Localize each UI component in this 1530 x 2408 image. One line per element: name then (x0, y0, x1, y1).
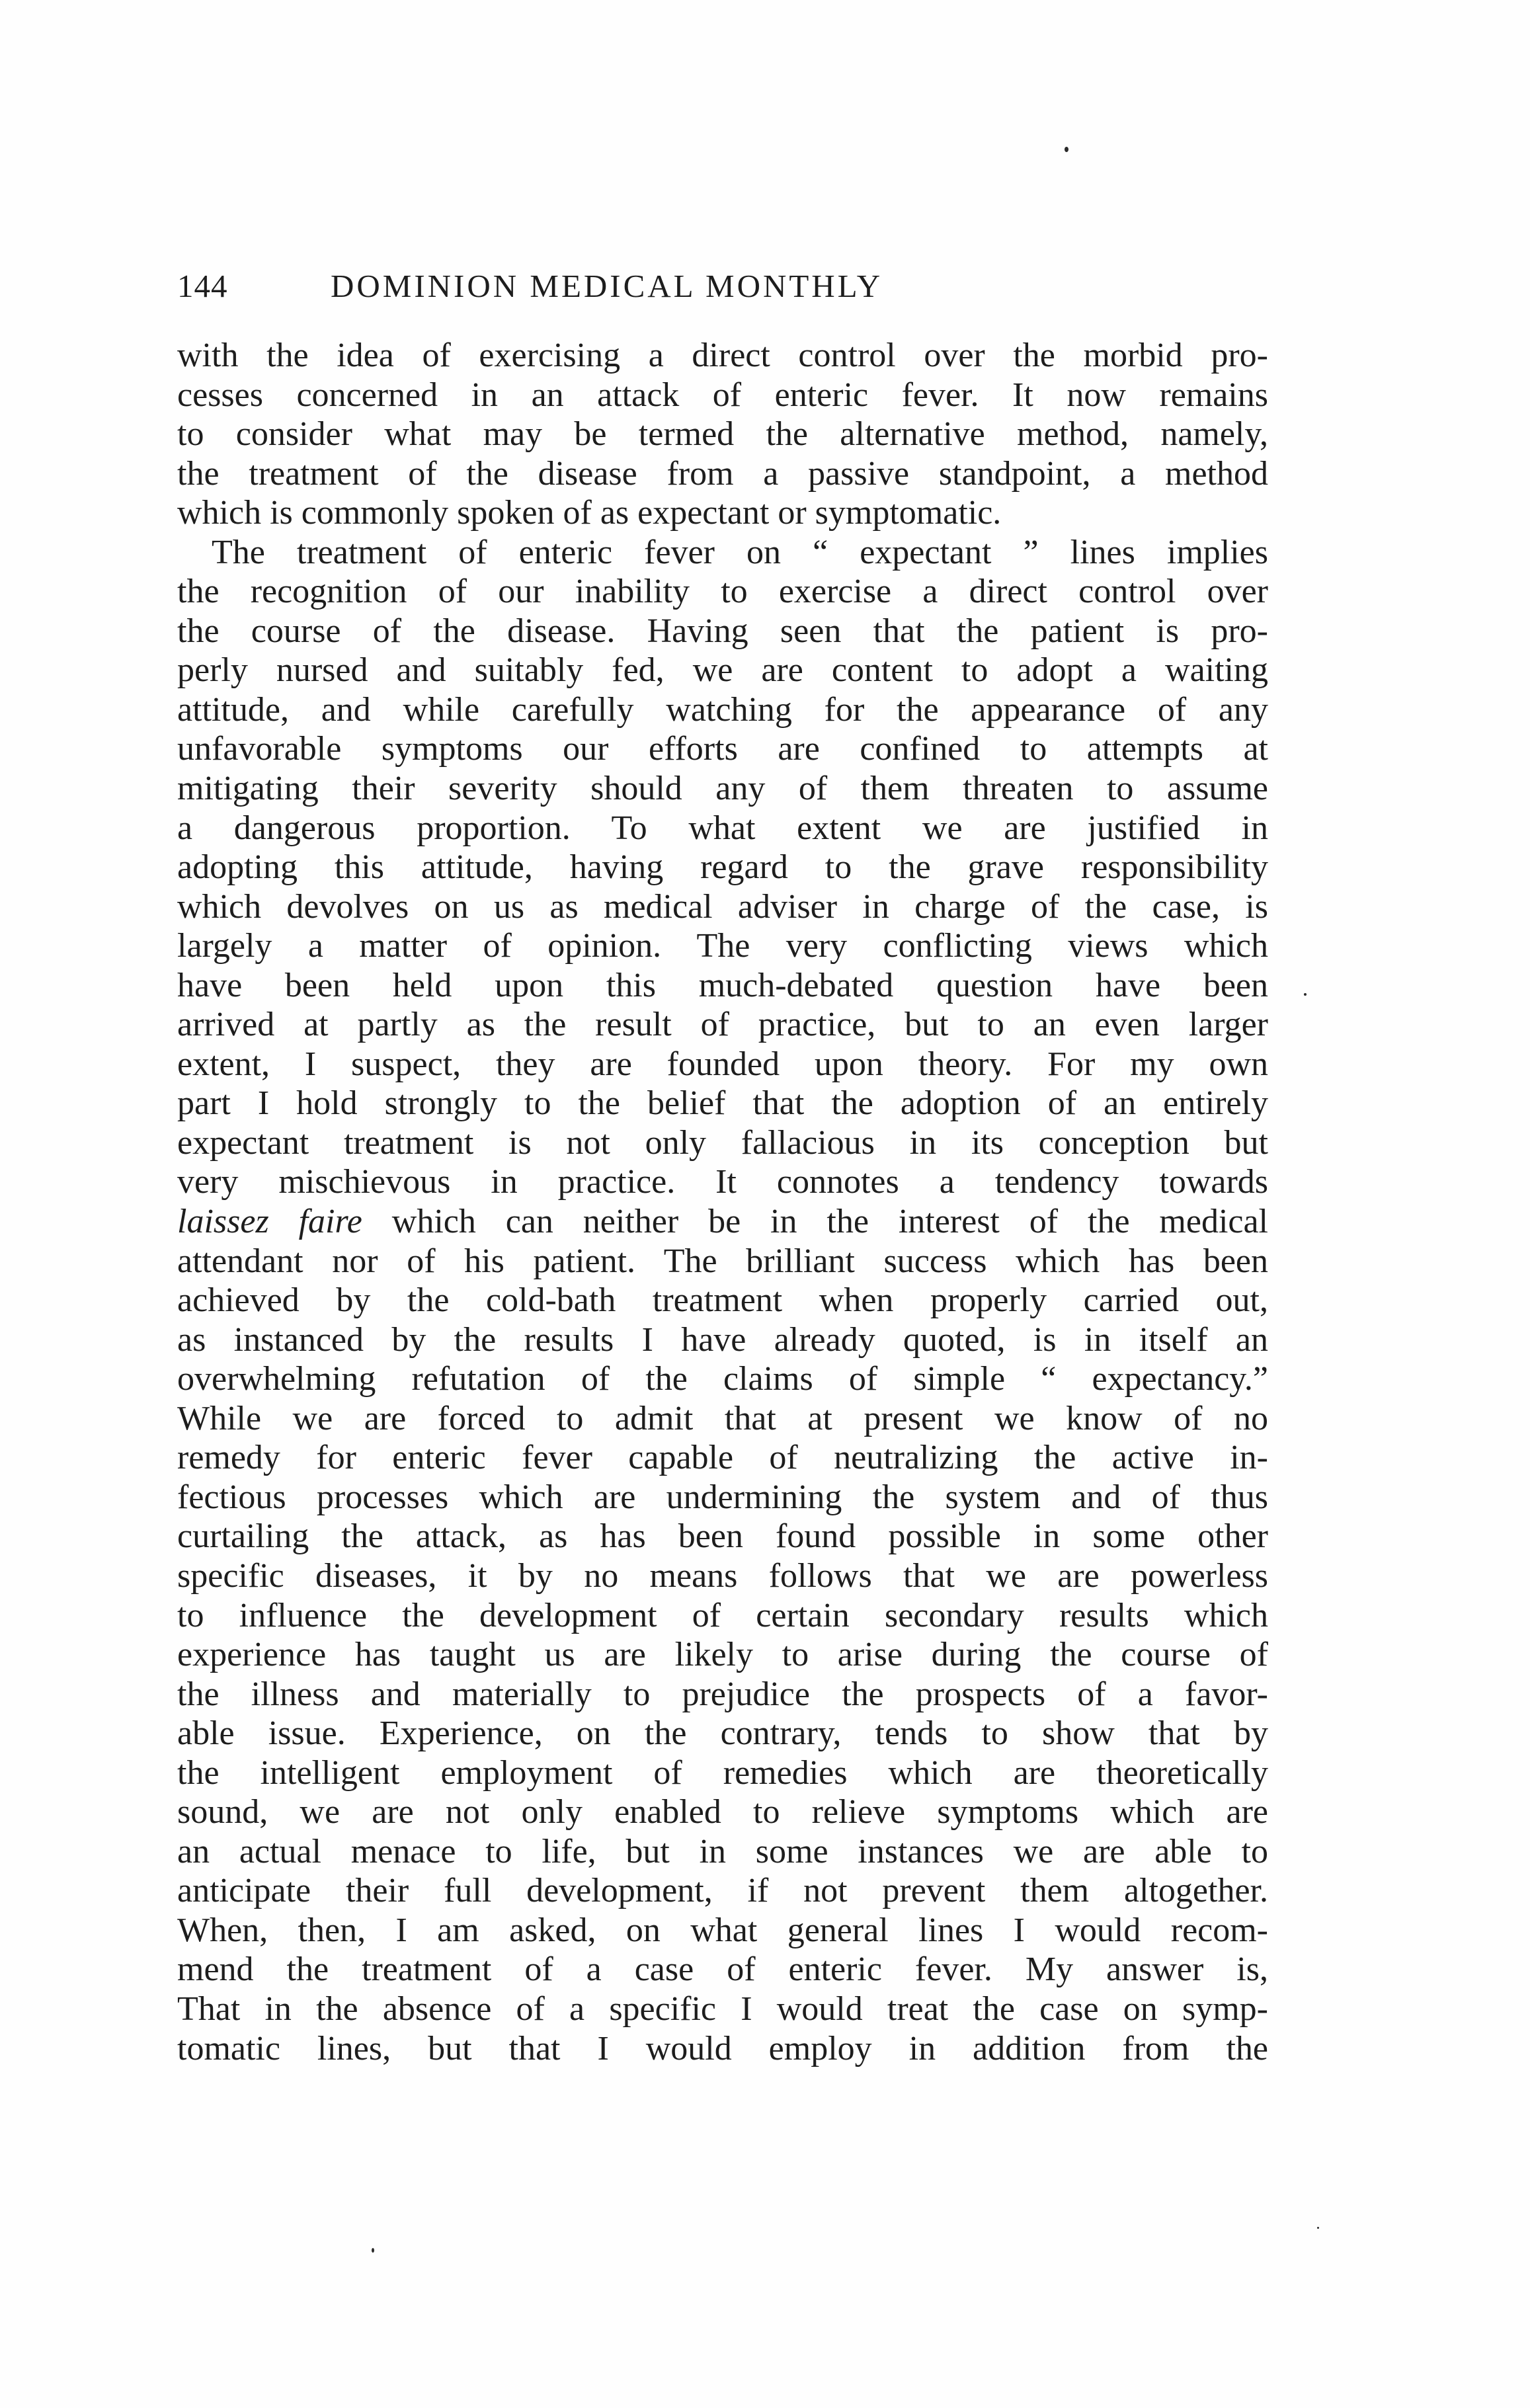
text-line: very mischievous in practice. It connotes a tendency towards (177, 1163, 1268, 1201)
text-line: to influence the development of certain secondary results which (177, 1596, 1268, 1634)
text-line: arrived at partly as the result of practice, but to an even larger (177, 1006, 1268, 1044)
text-line: able issue. Experience, on the contrary, tends to show that by (177, 1714, 1268, 1753)
text-line: overwhelming refutation of the claims of simple “ expectancy.” (177, 1360, 1268, 1398)
text-line: anticipate their full development, if not prevent them altogether. (177, 1872, 1268, 1910)
text-line: expectant treatment is not only fallacious in its conception but (177, 1123, 1268, 1162)
text-line: perly nursed and suitably fed, we are content to adopt a waiting (177, 651, 1268, 690)
text-line: an actual menace to life, but in some instances we are able to (177, 1832, 1268, 1870)
text-line: the recognition of our inability to exercise a direct control over (177, 573, 1268, 611)
text-line: the course of the disease. Having seen that the patient is pro- (177, 612, 1268, 650)
text-line: the illness and materially to prejudice the prospects of a favor- (177, 1675, 1268, 1713)
text-line: the treatment of the disease from a passive standpoint, a method (177, 454, 1268, 493)
ink-speck (1304, 993, 1307, 996)
text-line: unfavorable symptoms our efforts are confined to attempts at (177, 730, 1268, 768)
text-line: largely a matter of opinion. The very conflicting views which (177, 927, 1268, 965)
ink-speck (1065, 147, 1068, 152)
text-line: laissez faire which can neither be in the interest of the medical (177, 1203, 1268, 1241)
text-line: have been held upon this much-debated question have been (177, 966, 1268, 1004)
body-text (177, 336, 1268, 2240)
ink-speck (372, 2248, 374, 2253)
text-line: attitude, and while carefully watching for the appearance of any (177, 690, 1268, 729)
text-line: the intelligent employment of remedies which are theoretically (177, 1753, 1268, 1792)
text-line: tomatic lines, but that I would employ in addition from the (177, 2029, 1268, 2067)
text-line: When, then, I am asked, on what general lines I would recom- (177, 1911, 1268, 1949)
text-line: adopting this attitude, having regard to the grave responsibility (177, 848, 1268, 887)
text-line: experience has taught us are likely to arise during the course of (177, 1636, 1268, 1674)
text-line: with the idea of exercising a direct control over the morbid pro- (177, 337, 1268, 374)
text-line: to consider what may be termed the alternative method, namely, (177, 415, 1268, 454)
ink-speck (1317, 2227, 1319, 2229)
text-line: While we are forced to admit that at present we know of no (177, 1399, 1268, 1437)
text-line: attendant nor of his patient. The brilliant success which has been (177, 1242, 1268, 1280)
text-line: The treatment of enteric fever on “ expectant ” lines implies (212, 533, 1268, 571)
text-line: which is commonly spoken of as expectant or symptomatic. (177, 494, 1002, 532)
text-line: specific diseases, it by no means follows that we are powerless (177, 1556, 1268, 1595)
text-line: cesses concerned in an attack of enteric fever. It now remains (177, 376, 1268, 414)
running-head: DOMINION MEDICAL MONTHLY (331, 268, 883, 304)
text-line: fectious processes which are undermining the system and of thus (177, 1478, 1268, 1516)
text-line: extent, I suspect, they are founded upon theory. For my own (177, 1045, 1268, 1083)
page-number: 144 (177, 268, 228, 304)
text-line: That in the absence of a specific I would treat the case on symp- (177, 1989, 1268, 2028)
text-line: mitigating their severity should any of them threaten to assume (177, 770, 1268, 808)
text-line: part I hold strongly to the belief that the adoption of an entirely (177, 1084, 1268, 1123)
text-line: which devolves on us as medical adviser in charge of the case, is (177, 887, 1268, 926)
text-line: curtailing the attack, as has been found possible in some other (177, 1517, 1268, 1556)
page-header (177, 263, 1268, 309)
italic-phrase: laissez faire (177, 1203, 362, 1241)
text-line: a dangerous proportion. To what extent we are justified in (177, 809, 1268, 847)
text-line: sound, we are not only enabled to relieve symptoms which are (177, 1793, 1268, 1831)
text-line: mend the treatment of a case of enteric fever. My answer is, (177, 1950, 1268, 1989)
text-line: remedy for enteric fever capable of neutralizing the active in- (177, 1439, 1268, 1477)
text-line: achieved by the cold-bath treatment when properly carried out, (177, 1281, 1268, 1320)
text-line: as instanced by the results I have already quoted, is in itself an (177, 1320, 1268, 1359)
